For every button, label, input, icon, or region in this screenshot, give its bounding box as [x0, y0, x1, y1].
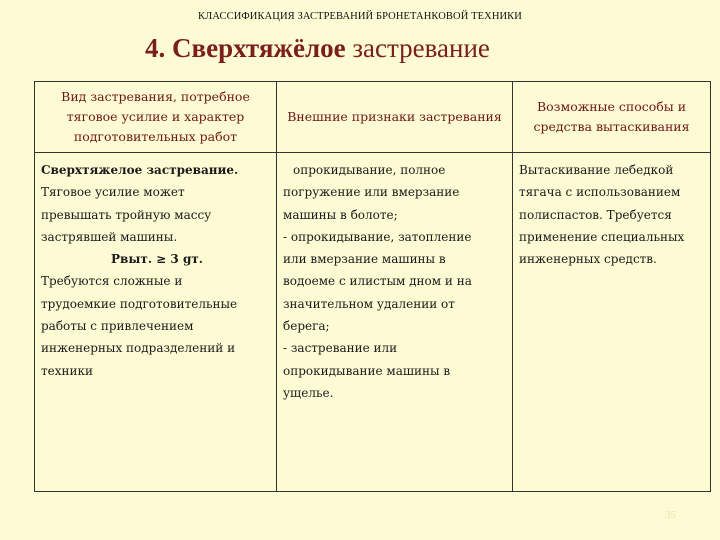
cell-line: применение специальных [519, 229, 685, 244]
cell-line-formula: Pвыт. ≥ 3 gт. [111, 252, 203, 267]
cell-external-signs [277, 153, 513, 492]
slide-title [145, 33, 490, 64]
cell-line: инженерных средств. [519, 252, 657, 267]
cell-line: полиспастов. Требуется [519, 207, 672, 222]
cell-line: техники [41, 363, 94, 378]
cell-line: превышать тройную массу [41, 207, 212, 222]
page-number: 35 [665, 509, 676, 521]
header-cell-methods: Возможные способы и средства вытаскивания [513, 82, 711, 153]
classification-table [34, 81, 711, 492]
header-cell-type: Вид застревания, потребное тяговое усилие и характер подготовительных работ [35, 82, 277, 153]
cell-line: - опрокидывание, затопление [283, 229, 472, 244]
cell-line: водоеме с илистым дном и на [283, 274, 472, 289]
cell-line: ущелье. [283, 385, 334, 400]
cell-title: Сверхтяжелое застревание. [41, 163, 239, 177]
cell-line: значительном удалении от [283, 296, 455, 311]
cell-line: - застревание или [283, 341, 398, 356]
cell-line: застрявшей машины. [41, 229, 178, 244]
header-cell-signs: Внешние признаки застревания [277, 82, 513, 153]
cell-type-description [35, 153, 277, 492]
cell-line: погружение или вмерзание [283, 185, 460, 200]
cell-line: Тяговое усилие может [41, 185, 185, 200]
slide-title-normal: застревание [352, 33, 490, 63]
cell-line: трудоемкие подготовительные [41, 296, 238, 311]
cell-line: тягача с использованием [519, 185, 681, 200]
table-row [35, 153, 711, 492]
cell-line: берега; [283, 319, 330, 334]
cell-line: работы с привлечением [41, 319, 194, 334]
cell-line: Вытаскивание лебедкой [519, 163, 674, 177]
cell-line: или вмерзание машины в [283, 252, 446, 267]
table-header-row [35, 82, 711, 153]
slide-title-bold: Сверхтяжёлое [172, 33, 346, 63]
cell-line: машины в болоте; [283, 207, 398, 222]
cell-line: инженерных подразделений и [41, 341, 236, 356]
cell-line: опрокидывание, полное [293, 163, 446, 177]
cell-line: опрокидывание машины в [283, 363, 451, 378]
cell-extraction-methods [513, 153, 711, 492]
slide-number: 4. [145, 33, 166, 63]
cell-line: Требуются сложные и [41, 274, 183, 289]
header-title: КЛАССИФИКАЦИЯ ЗАСТРЕВАНИЙ БРОНЕТАНКОВОЙ ТЕХНИКИ [198, 11, 522, 22]
